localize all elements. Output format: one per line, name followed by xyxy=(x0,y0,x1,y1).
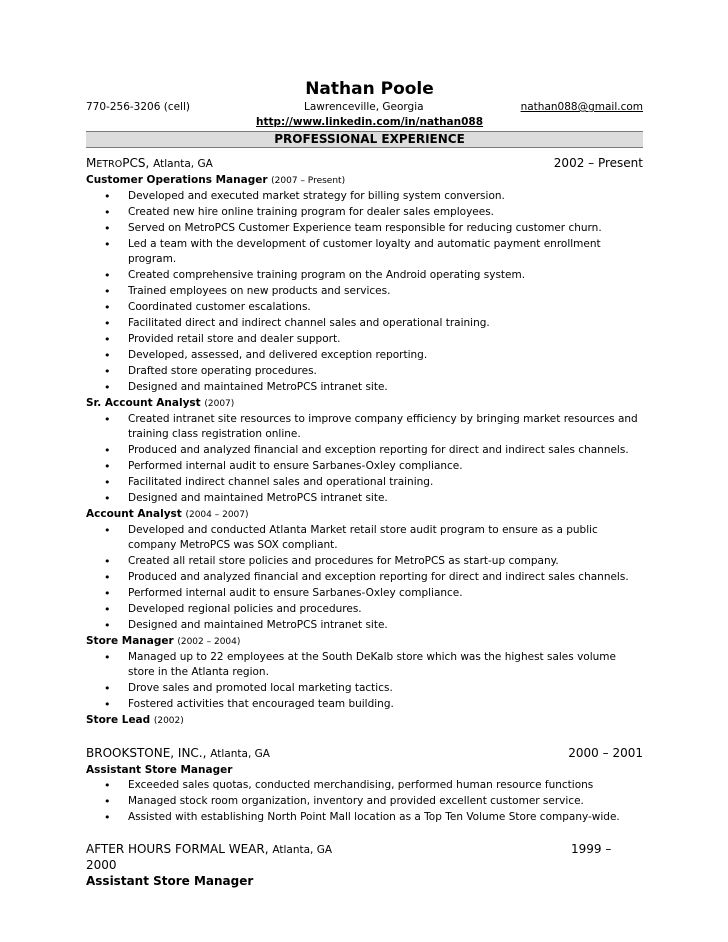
list-item xyxy=(86,475,643,490)
company-brookstone xyxy=(86,745,643,763)
role-title xyxy=(86,173,643,189)
bullet-text: Managed stock room organization, inventory and provided excellent customer service. xyxy=(128,795,584,807)
metropcs-roles xyxy=(86,173,643,729)
role-name: Sr. Account Analyst xyxy=(86,397,201,409)
role-bullets xyxy=(86,189,643,395)
role-name: Store Lead xyxy=(86,714,151,726)
list-item xyxy=(86,237,643,267)
role-title: Assistant Store Manager xyxy=(86,764,233,776)
bullet-icon: • xyxy=(104,587,111,600)
bullet-icon: • xyxy=(104,301,111,314)
bullet-icon: • xyxy=(104,492,111,505)
bullet-text: Designed and maintained MetroPCS intranet site. xyxy=(128,381,388,393)
bullet-text: Developed and executed market strategy for billing system conversion. xyxy=(128,190,505,202)
company-name: BROOKSTONE, INC., xyxy=(86,746,207,760)
list-item xyxy=(86,697,643,712)
bullet-text: Drove sales and promoted local marketing tactics. xyxy=(128,682,393,694)
bullet-icon: • xyxy=(104,603,111,616)
bullet-text: Exceeded sales quotas, conducted merchandising, performed human resource functions xyxy=(128,779,594,791)
bullet-icon: • xyxy=(104,682,111,695)
role-years: (2002 – 2004) xyxy=(177,637,241,647)
bullet-icon: • xyxy=(104,698,111,711)
company-location: Atlanta, GA xyxy=(153,158,213,170)
bullet-text: Performed internal audit to ensure Sarbanes-Oxley compliance. xyxy=(128,460,463,472)
bullet-icon: • xyxy=(104,317,111,330)
list-item xyxy=(86,205,643,220)
list-item xyxy=(86,348,643,363)
bullet-text: Designed and maintained MetroPCS intranet site. xyxy=(128,619,388,631)
bullet-icon: • xyxy=(104,413,111,426)
bullet-text: Fostered activities that encouraged team building. xyxy=(128,698,394,710)
list-item xyxy=(86,650,643,680)
linkedin-link[interactable]: http://www.linkedin.com/in/nathan088 xyxy=(255,116,484,128)
bullet-text: Developed, assessed, and delivered exception reporting. xyxy=(128,349,428,361)
company-dates: 2002 – Present xyxy=(553,156,643,170)
bullet-icon: • xyxy=(104,381,111,394)
list-item xyxy=(86,316,643,331)
bullet-icon: • xyxy=(104,222,111,235)
list-item xyxy=(86,332,643,347)
bullet-text: Coordinated customer escalations. xyxy=(128,301,311,313)
list-item xyxy=(86,284,643,299)
list-item xyxy=(86,618,643,633)
list-item xyxy=(86,554,643,569)
bullet-text: Provided retail store and dealer support. xyxy=(128,333,341,345)
bullet-text: Developed and conducted Atlanta Market retail store audit program to ensure as a public company MetroPCS was SOX compliant. xyxy=(128,524,598,551)
company-name: METROPCS, xyxy=(86,156,150,170)
role-title xyxy=(86,507,643,523)
list-item xyxy=(86,491,643,506)
section-title: PROFESSIONAL EXPERIENCE xyxy=(274,132,465,146)
role-title xyxy=(86,713,643,729)
bullet-icon: • xyxy=(104,460,111,473)
company-dates-start: 1999 – xyxy=(571,842,612,856)
list-item xyxy=(86,778,643,793)
role-years: (2002) xyxy=(153,716,184,726)
bullet-icon: • xyxy=(104,795,111,808)
bullet-icon: • xyxy=(104,269,111,282)
role-years: (2007) xyxy=(204,399,235,409)
company-name: AFTER HOURS FORMAL WEAR, xyxy=(86,842,269,856)
bullet-icon: • xyxy=(104,555,111,568)
company-dates: 2000 – 2001 xyxy=(568,746,643,760)
bullet-text: Performed internal audit to ensure Sarbanes-Oxley compliance. xyxy=(128,587,463,599)
bullet-icon: • xyxy=(104,190,111,203)
bullet-icon: • xyxy=(104,779,111,792)
bullet-text: Created all retail store policies and procedures for MetroPCS as start-up company. xyxy=(128,555,559,567)
list-item xyxy=(86,570,643,585)
company-metropcs xyxy=(86,155,643,173)
role-bullets xyxy=(86,650,643,712)
bullet-text: Created intranet site resources to improve company efficiency by bringing market resources and training class registration online. xyxy=(128,413,638,440)
company-location: Atlanta, GA xyxy=(272,844,333,856)
list-item xyxy=(86,380,643,395)
contact-row xyxy=(86,100,643,115)
bullet-text: Produced and analyzed financial and exception reporting for direct and indirect sales channels. xyxy=(128,571,629,583)
list-item xyxy=(86,810,643,825)
role-name: Customer Operations Manager xyxy=(86,174,268,186)
bullet-icon: • xyxy=(104,285,111,298)
role-bullets xyxy=(86,412,643,506)
bullet-icon: • xyxy=(104,811,111,824)
bullet-text: Produced and analyzed financial and exception reporting for direct and indirect sales channels. xyxy=(128,444,629,456)
list-item xyxy=(86,364,643,379)
bullet-text: Facilitated indirect channel sales and operational training. xyxy=(128,476,434,488)
list-item xyxy=(86,412,643,442)
bullet-icon: • xyxy=(104,365,111,378)
list-item xyxy=(86,681,643,696)
role-years: (2004 – 2007) xyxy=(185,510,249,520)
list-item xyxy=(86,602,643,617)
list-item xyxy=(86,268,643,283)
role-bullets xyxy=(86,523,643,633)
company-afterhours xyxy=(86,842,643,873)
section-header xyxy=(86,131,643,148)
bullet-text: Drafted store operating procedures. xyxy=(128,365,317,377)
bullet-text: Served on MetroPCS Customer Experience team responsible for reducing customer churn. xyxy=(128,222,602,234)
brookstone-bullets xyxy=(86,778,643,825)
candidate-name: Nathan Poole xyxy=(305,79,434,99)
bullet-icon: • xyxy=(104,206,111,219)
role-title xyxy=(86,634,643,650)
list-item xyxy=(86,189,643,204)
bullet-text: Developed regional policies and procedures. xyxy=(128,603,362,615)
bullet-icon: • xyxy=(104,349,111,362)
company-location: Atlanta, GA xyxy=(210,748,270,760)
role-title xyxy=(86,396,643,412)
role-title: Assistant Store Manager xyxy=(86,874,254,888)
role-name: Account Analyst xyxy=(86,508,182,520)
bullet-icon: • xyxy=(104,571,111,584)
role-years: (2007 – Present) xyxy=(271,176,346,186)
bullet-text: Assisted with establishing North Point Mall location as a Top Ten Volume Store company-wide. xyxy=(128,811,620,823)
bullet-icon: • xyxy=(104,444,111,457)
bullet-text: Designed and maintained MetroPCS intranet site. xyxy=(128,492,388,504)
bullet-text: Created new hire online training program for dealer sales employees. xyxy=(128,206,495,218)
bullet-text: Managed up to 22 employees at the South DeKalb store which was the highest sales volume store in the Atlanta region. xyxy=(128,651,616,678)
bullet-icon: • xyxy=(104,476,111,489)
list-item xyxy=(86,459,643,474)
list-item xyxy=(86,586,643,601)
company-dates-end: 2000 xyxy=(86,858,117,872)
bullet-text: Led a team with the development of customer loyalty and automatic payment enrollment program. xyxy=(128,238,601,265)
bullet-icon: • xyxy=(104,651,111,664)
resume-page xyxy=(86,78,643,890)
bullet-text: Trained employees on new products and services. xyxy=(128,285,391,297)
role-name: Store Manager xyxy=(86,635,174,647)
phone-number: 770-256-3206 (cell) xyxy=(86,101,190,113)
city-location: Lawrenceville, Georgia xyxy=(304,101,424,113)
bullet-text: Facilitated direct and indirect channel sales and operational training. xyxy=(128,317,490,329)
bullet-text: Created comprehensive training program on the Android operating system. xyxy=(128,269,526,281)
bullet-icon: • xyxy=(104,524,111,537)
bullet-icon: • xyxy=(104,238,111,251)
email-link[interactable]: nathan088@gmail.com xyxy=(520,101,643,113)
list-item xyxy=(86,523,643,553)
linkedin-row xyxy=(96,115,643,130)
bullet-icon: • xyxy=(104,333,111,346)
list-item xyxy=(86,300,643,315)
list-item xyxy=(86,443,643,458)
list-item xyxy=(86,221,643,236)
list-item xyxy=(86,794,643,809)
bullet-icon: • xyxy=(104,619,111,632)
